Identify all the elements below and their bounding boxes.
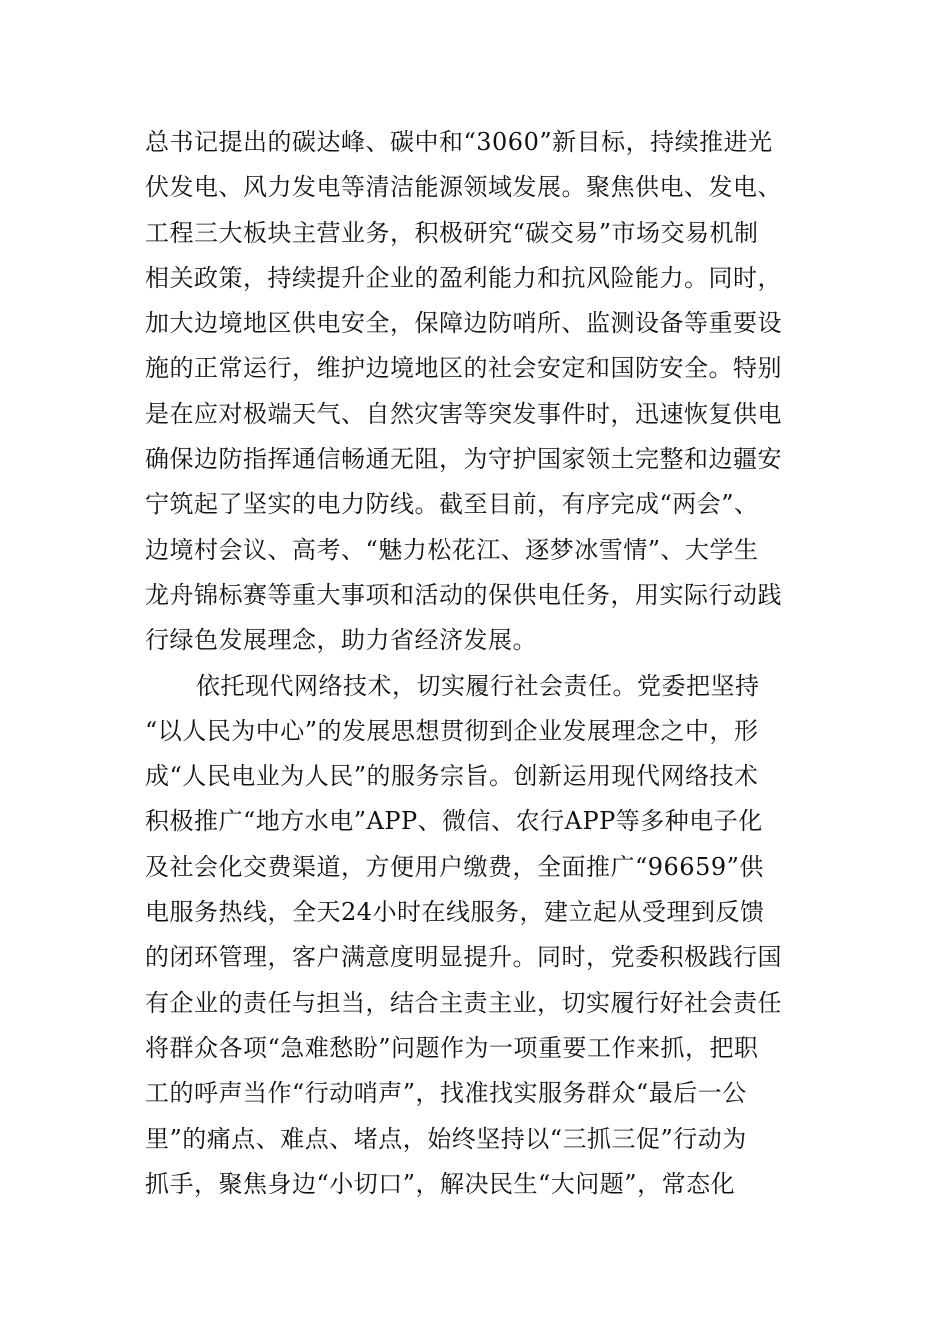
text-line: 将群众各项“急难愁盼”问题作为一项重要工作来抓，把职 [145,1033,759,1062]
text-line: 成“人民电业为人民”的服务宗旨。创新运用现代网络技术 [145,762,759,791]
text-line: 电服务热线，全天24小时在线服务，建立起从受理到反馈 [145,898,765,927]
text-line: 伏发电、风力发电等清洁能源领域发展。聚焦供电、发电、 [145,173,782,202]
text-line: 行绿色发展理念，助力省经济发展。 [145,626,537,655]
text-line: 抓手，聚焦身边“小切口”，解决民生“大问题”，常态化 [145,1169,736,1198]
text-line: 是在应对极端天气、自然灾害等突发事件时，迅速恢复供电 [145,399,782,428]
paragraph-first-line: 依托现代网络技术，切实履行社会责任。党委把坚持 [196,671,760,700]
text-line: 宁筑起了坚实的电力防线。截至目前，有序完成“两会”、 [145,490,759,519]
text-line: 相关政策，持续提升企业的盈利能力和抗风险能力。同时， [145,263,782,292]
text-line: 的闭环管理，客户满意度明显提升。同时，党委积极践行国 [145,943,782,972]
text-line: 确保边防指挥通信畅通无阻，为守护国家领土完整和边疆安 [145,445,782,474]
text-line: 工的呼声当作“行动哨声”，找准找实服务群众“最后一公 [145,1079,747,1108]
text-line: 里”的痛点、难点、堵点，始终坚持以“三抓三促”行动为 [145,1124,747,1153]
text-line: 总书记提出的碳达峰、碳中和“3060”新目标，持续推进光 [145,128,773,156]
body-text [145,120,811,1207]
text-line: 龙舟锦标赛等重大事项和活动的保供电任务，用实际行动践 [145,580,782,609]
text-line: 加大边境地区供电安全，保障边防哨所、监测设备等重要设 [145,309,782,338]
text-line: 有企业的责任与担当，结合主责主业，切实履行好社会责任 [145,988,782,1017]
text-line: 工程三大板块主营业务，积极研究“碳交易”市场交易机制 [145,218,759,247]
text-line: 积极推广“地方水电”APP、微信、农行APP等多种电子化 [145,807,763,836]
text-line: 施的正常运行，维护边境地区的社会安定和国防安全。特别 [145,354,782,383]
text-line: “以人民为中心”的发展思想贯彻到企业发展理念之中，形 [145,716,759,745]
text-line: 及社会化交费渠道，方便用户缴费，全面推广“96659”供 [145,852,764,881]
text-line: 边境村会议、高考、“魅力松花江、逐梦冰雪情”、大学生 [145,535,759,564]
